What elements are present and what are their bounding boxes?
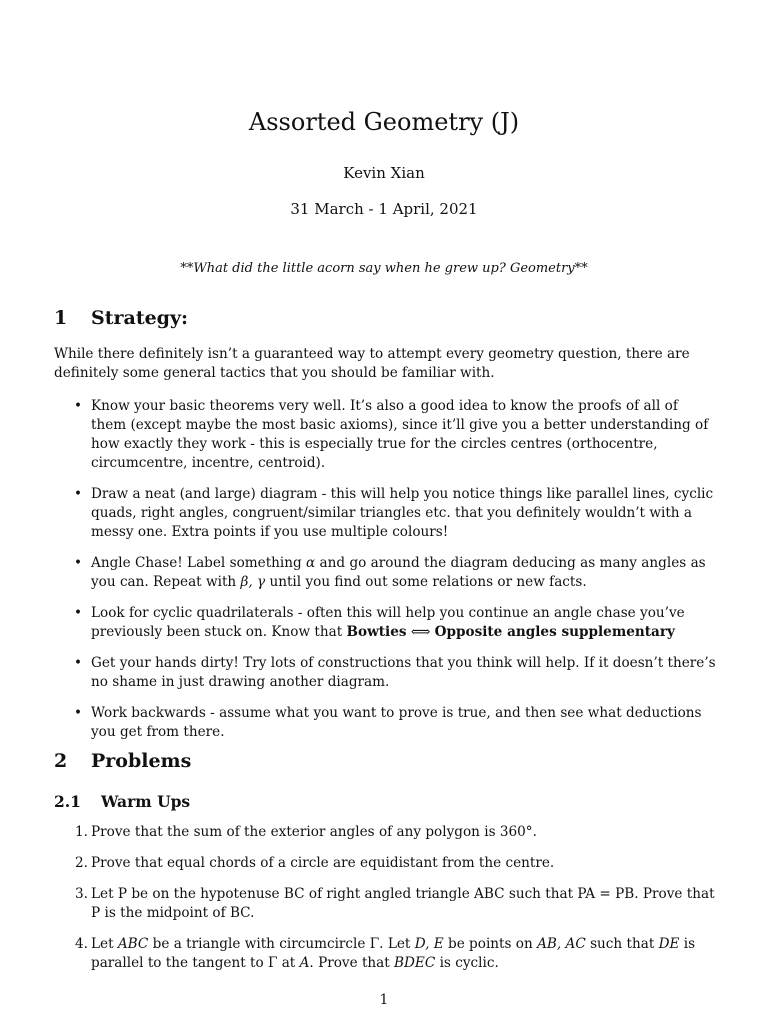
problem-item bbox=[54, 935, 716, 973]
text-run: be points on bbox=[443, 936, 538, 952]
page-number: 1 bbox=[379, 992, 389, 1008]
bullet-marker: • bbox=[74, 486, 83, 502]
math-de: DE bbox=[658, 936, 680, 952]
bullet-text bbox=[91, 555, 706, 590]
text-run: Look for cyclic quadrilaterals - often this will help you continue an angle chase you’ve previously been stuck on. Know that bbox=[91, 605, 685, 640]
bold-opposite-angles: Opposite angles supplementary bbox=[434, 624, 675, 640]
iff-symbol: ⟺ bbox=[406, 624, 435, 640]
text-run: such that bbox=[585, 936, 659, 952]
bullet-text: Work backwards - assume what you want to prove is true, and then see what deductions you get from there. bbox=[91, 705, 702, 740]
math-abc: ABC bbox=[117, 936, 149, 952]
problem-number: 2. bbox=[75, 855, 88, 871]
bullet-marker: • bbox=[74, 605, 83, 621]
math-d-e: D, E bbox=[414, 936, 444, 952]
math-beta-gamma: β, γ bbox=[240, 574, 266, 590]
text-run: and go around the diagram deducing as many angles as you can. Repeat with bbox=[91, 555, 706, 590]
text-run: Let bbox=[91, 936, 118, 952]
subsection-heading-warm-ups bbox=[54, 792, 190, 811]
math-alpha: α bbox=[306, 555, 316, 571]
strategy-intro-paragraph: While there definitely isn’t a guaranteed way to attempt every geometry question, there are definitely some general tactics that you should be familiar with. bbox=[54, 346, 690, 381]
bullet-text: Know your basic theorems very well. It’s also a good idea to know the proofs of all of them (except maybe the most basic axioms), since it’ll give you a better understanding of how exactly they work - this is especially true for the circles centres (orthocentre, circumcentre, incentre, centroid). bbox=[91, 398, 709, 471]
section-number: 1 bbox=[54, 307, 68, 329]
strategy-bullet bbox=[54, 554, 716, 592]
text-run: is cyclic. bbox=[435, 955, 499, 971]
math-bdec: BDEC bbox=[394, 955, 436, 971]
section-heading-strategy bbox=[54, 307, 188, 329]
bullet-marker: • bbox=[74, 555, 83, 571]
document-title: Assorted Geometry (J) bbox=[248, 108, 520, 136]
subsection-number: 2.1 bbox=[54, 792, 81, 811]
section-title: Strategy: bbox=[91, 307, 189, 329]
strategy-bullet bbox=[54, 704, 716, 742]
text-run: be a triangle with circumcircle Γ. Let bbox=[148, 936, 415, 952]
problem-text: Let P be on the hypotenuse BC of right angled triangle ABC such that PA = PB. Prove that P is the midpoint of BC. bbox=[91, 886, 715, 921]
document-author: Kevin Xian bbox=[343, 164, 425, 182]
text-run: is parallel to the tangent to Γ at bbox=[91, 936, 696, 971]
warm-up-problem-list bbox=[54, 823, 716, 973]
math-ab-ac: AB, AC bbox=[537, 936, 586, 952]
strategy-bullet bbox=[54, 485, 716, 542]
strategy-bullet-list bbox=[54, 397, 716, 742]
problem-item bbox=[54, 885, 716, 923]
strategy-bullet bbox=[54, 397, 716, 473]
section-number: 2 bbox=[54, 750, 68, 772]
bullet-marker: • bbox=[74, 705, 83, 721]
text-run: Angle Chase! Label something bbox=[91, 555, 307, 571]
section-heading-problems bbox=[54, 750, 191, 772]
bold-bowties: Bowties bbox=[346, 624, 407, 640]
text-run: . Prove that bbox=[309, 955, 395, 971]
problem-number: 1. bbox=[75, 824, 88, 840]
problem-text bbox=[91, 936, 695, 971]
section-title: Problems bbox=[91, 750, 192, 772]
epigraph-joke: **What did the little acorn say when he grew up? Geometry** bbox=[180, 261, 588, 276]
bullet-marker: • bbox=[74, 398, 83, 414]
strategy-bullet bbox=[54, 604, 716, 642]
bullet-text bbox=[91, 605, 685, 640]
text-run: until you find out some relations or new facts. bbox=[265, 574, 587, 590]
problem-item bbox=[54, 823, 716, 842]
problem-number: 4. bbox=[75, 936, 88, 952]
problem-text: Prove that equal chords of a circle are equidistant from the centre. bbox=[91, 855, 555, 871]
problem-text: Prove that the sum of the exterior angles of any polygon is 360°. bbox=[91, 824, 537, 840]
problem-number: 3. bbox=[75, 886, 88, 902]
problem-item bbox=[54, 854, 716, 873]
document-date: 31 March - 1 April, 2021 bbox=[290, 200, 478, 218]
subsection-title: Warm Ups bbox=[101, 792, 191, 811]
strategy-bullet bbox=[54, 654, 716, 692]
math-a: A bbox=[299, 955, 310, 971]
bullet-text: Get your hands dirty! Try lots of constructions that you think will help. If it doesn’t there’s no shame in just drawing another diagram. bbox=[91, 655, 716, 690]
bullet-marker: • bbox=[74, 655, 83, 671]
bullet-text: Draw a neat (and large) diagram - this will help you notice things like parallel lines, cyclic quads, right angles, congruent/similar triangles etc. that you definitely wouldn’t with a messy one. Extra points if you use multiple colours! bbox=[91, 486, 714, 540]
